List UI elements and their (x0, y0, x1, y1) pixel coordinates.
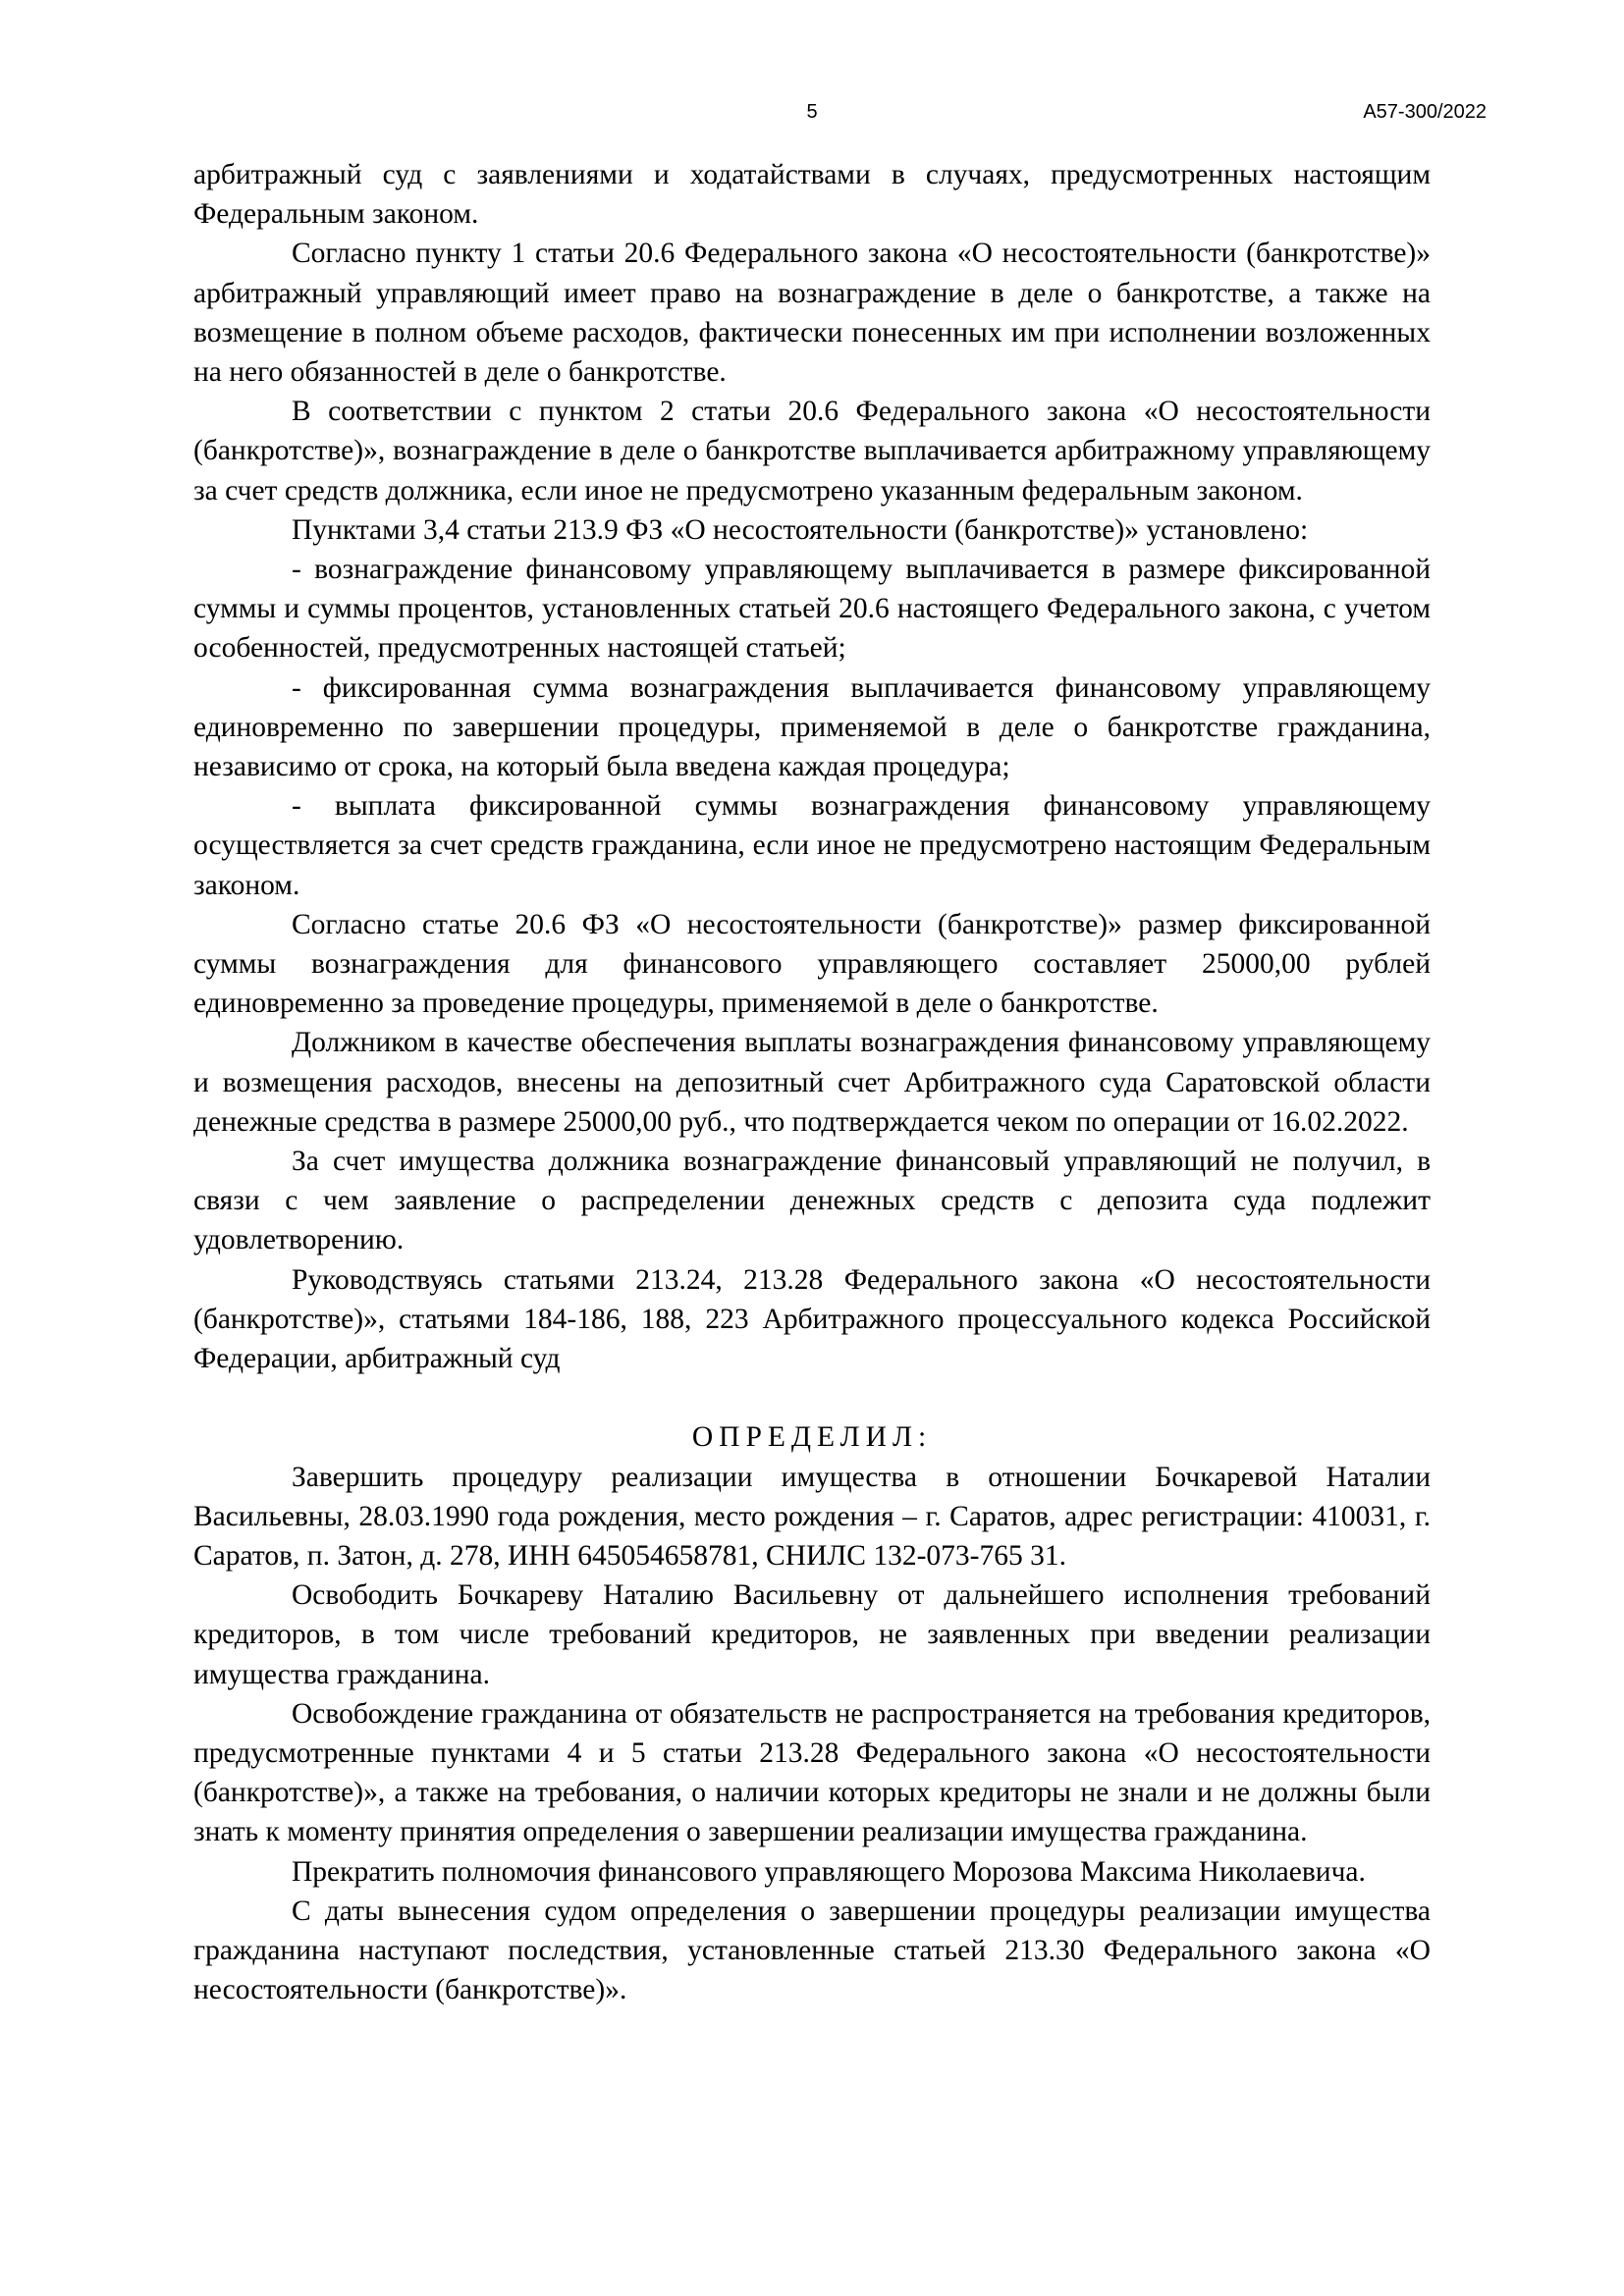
document-body (193, 155, 1431, 2009)
ruling-release-from-claims: Освободить Бочкареву Наталию Васильевну от дальнейшего исполнения требований кредиторов, в том числе требований кредиторов, не заявленных при введении реализации имущества гражданина. (193, 1579, 1431, 1690)
paragraph-remuneration-source: В соответствии с пунктом 2 статьи 20.6 Федерального закона «О несостоятельности (банкротстве)», вознаграждение в деле о банкротстве выплачивается арбитражному управляющему за счет средств должника, если иное не предусмотрено указанным федеральным законом. (193, 396, 1431, 507)
ruling-complete-procedure: Завершить процедуру реализации имущества в отношении Бочкаревой Наталии Васильевны, 28.03.1990 года рождения, место рождения – г. Саратов, адрес регистрации: 410031, г. Саратов, п. Затон, д. 278, ИНН 645054658781, СНИЛС 132-073-765 31. (193, 1461, 1431, 1572)
ruling-heading: ОПРЕДЕЛИЛ: (691, 1421, 933, 1454)
case-number: А57-300/2022 (1363, 101, 1487, 123)
list-item-remuneration-amount: - вознаграждение финансовому управляющему выплачивается в размере фиксированной суммы и суммы процентов, установленных статьей 20.6 настоящего Федерального закона, с учетом особенностей, предусмотренных настоящей статьей; (193, 554, 1431, 665)
page-number: 5 (806, 101, 818, 123)
ruling-consequences: С даты вынесения судом определения о завершении процедуры реализации имущества гражданина наступают последствия, установленные статьей 213.30 Федерального закона «О несостоятельности (банкротстве)». (193, 1895, 1431, 2006)
paragraph-article-213-9: Пунктами 3,4 статьи 213.9 ФЗ «О несостоятельности (банкротстве)» установлено: (292, 513, 1309, 546)
list-item-fixed-sum-timing: - фиксированная сумма вознаграждения выплачивается финансовому управляющему единовременно по завершении процедуры, применяемой в деле о банкротстве гражданина, независимо от срока, на который была введена каждая процедура; (193, 671, 1431, 783)
paragraph-continuation: арбитражный суд с заявлениями и ходатайствами в случаях, предусмотренных настоящим Федеральным законом. (193, 159, 1431, 231)
paragraph-deposit: Должником в качестве обеспечения выплаты вознаграждения финансовому управляющему и возмещения расходов, внесены на депозитный счет Арбитражного суда Саратовской области денежные средства в размере 25000,00 руб., что подтверждается чеком по операции от 16.02.2022. (193, 1027, 1431, 1138)
ruling-release-exceptions: Освобождение гражданина от обязательств не распространяется на требования кредиторов, предусмотренные пунктами 4 и 5 статьи 213.28 Федерального закона «О несостоятельности (банкротстве)», а также на требования, о наличии которых кредиторы не знали и не должны были знать к моменту принятия определения о завершении реализации имущества гражданина. (193, 1697, 1431, 1848)
list-item-fixed-sum-source: - выплата фиксированной суммы вознаграждения финансовому управляющему осуществляется за счет средств гражданина, если иное не предусмотрено настоящим Федеральным законом. (193, 790, 1431, 901)
paragraph-fixed-sum-size: Согласно статье 20.6 ФЗ «О несостоятельности (банкротстве)» размер фиксированной суммы вознаграждения для финансового управляющего составляет 25000,00 рублей единовременно за проведение процедуры, применяемой в деле о банкротстве. (193, 908, 1431, 1020)
paragraph-remuneration-right: Согласно пункту 1 статьи 20.6 Федерального закона «О несостоятельности (банкротстве)» арбитражный управляющий имеет право на вознаграждение в деле о банкротстве, а также на возмещение в полном объеме расходов, фактически понесенных им при исполнении возложенных на него обязанностей в деле о банкротстве. (193, 238, 1431, 389)
ruling-terminate-manager: Прекратить полномочия финансового управляющего Морозова Максима Николаевича. (292, 1855, 1366, 1888)
paragraph-legal-basis: Руководствуясь статьями 213.24, 213.28 Федерального закона «О несостоятельности (банкротстве)», статьями 184-186, 188, 223 Арбитражного процессуального кодекса Российской Федерации, арбитражный суд (193, 1263, 1431, 1375)
paragraph-deposit-distribution: За счет имущества должника вознаграждение финансовый управляющий не получил, в связи с чем заявление о распределении денежных средств с депозита суда подлежит удовлетворению. (193, 1146, 1431, 1256)
